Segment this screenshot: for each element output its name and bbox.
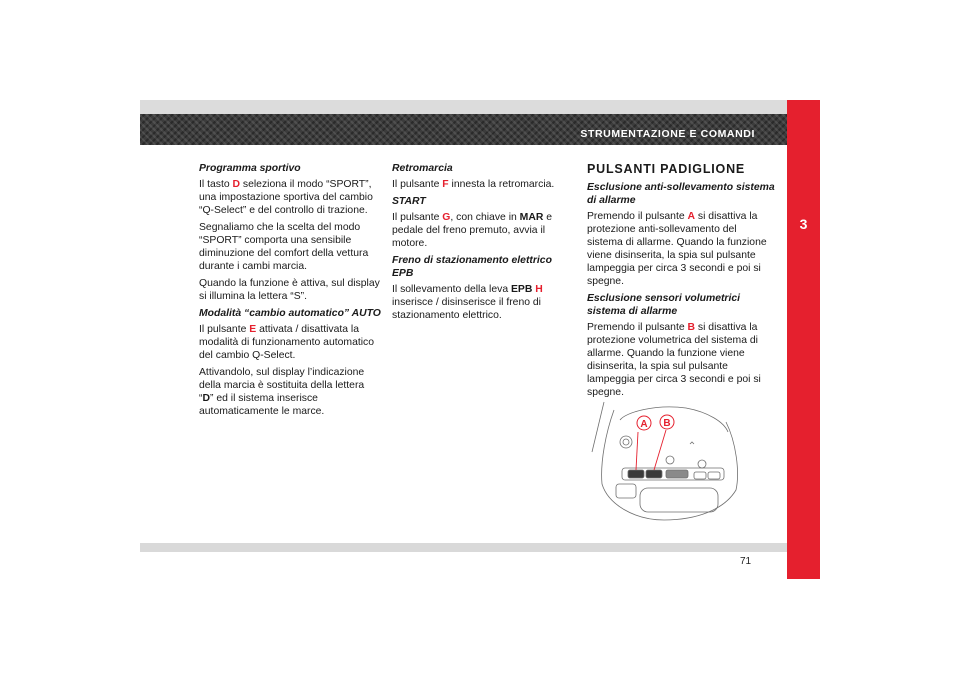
callout-b-label: B <box>663 418 671 429</box>
subheading-anti-sollevamento: Esclusione anti-sollevamento sistema di allarme <box>587 182 775 206</box>
text: , con chiave in <box>450 212 520 223</box>
text: Il tasto <box>199 179 233 190</box>
paragraph <box>199 323 381 362</box>
letter-d: D <box>202 393 210 404</box>
button-a <box>628 470 644 478</box>
text: e pedale del freno premuto, avvia il motore. <box>392 212 553 249</box>
section-title-pulsanti-padiglione: PULSANTI PADIGLIONE <box>587 162 746 176</box>
mar-label: MAR <box>519 212 544 223</box>
key-label-a: A <box>687 211 696 222</box>
paragraph: Segnaliamo che la scelta del modo “SPORT” comporta una sensibile diminuzione del comfort della vettura durante i cambi marcia. <box>199 222 369 272</box>
key-label-g: G <box>442 212 451 223</box>
key-label-e: E <box>249 324 257 335</box>
sensor-circle <box>620 436 632 448</box>
column-2 <box>392 162 567 326</box>
text: Attivandolo, sul display l’indicazione della marcia è sostituita della lettera “ <box>199 367 365 404</box>
windshield-line <box>592 402 604 452</box>
subheading-cambio-automatico: Modalità “cambio automatico” AUTO <box>199 308 381 319</box>
text: Premendo il pulsante <box>587 322 688 333</box>
key-label-d: D <box>232 179 241 190</box>
key-label-b: B <box>687 322 696 333</box>
chapter-number: 3 <box>799 216 808 232</box>
text: Il pulsante <box>392 212 443 223</box>
text: ” ed il sistema inserisce automaticamente le marce. <box>199 393 325 417</box>
paragraph <box>392 211 567 250</box>
text: seleziona il modo “SPORT”, una impostazione sportiva del cambio “Q-Select” e del controllo di trazione. <box>199 179 373 216</box>
page-number: 71 <box>740 556 752 567</box>
speaker-grille <box>666 470 688 478</box>
text: si disattiva la protezione volumetrica del sistema di allarme. Quando la funzione viene disinserita, la spia sul pulsante lampeggia per circa 3 secondi e poi si spegne. <box>587 322 761 398</box>
section-header-title: STRUMENTAZIONE E COMANDI <box>580 128 755 140</box>
paragraph <box>392 178 567 191</box>
text: Premendo il pulsante <box>587 211 688 222</box>
microphone-mark <box>690 442 694 444</box>
paragraph: Quando la funzione è attiva, sul display si illumina la lettera “S”. <box>199 278 380 302</box>
text: inserisce / disinserisce il freno di stazionamento elettrico. <box>392 297 541 321</box>
text: innesta la retromarcia. <box>448 179 555 190</box>
chapter-side-tab <box>787 100 820 579</box>
subheading-programma-sportivo: Programma sportivo <box>199 163 301 174</box>
text: Il pulsante <box>392 179 443 190</box>
key-label-h: H <box>535 284 543 295</box>
header-top-strip <box>140 100 787 114</box>
paragraph <box>587 210 775 288</box>
subheading-sensori-volumetrici: Esclusione sensori volumetrici sistema di allarme <box>587 293 741 317</box>
callout-a-label: A <box>640 419 648 430</box>
button-b <box>646 470 662 478</box>
pointer-b <box>654 430 666 470</box>
subheading-start: START <box>392 196 426 207</box>
text: si disattiva la protezione anti-sollevamento del sistema di allarme. Quando la funzione viene disinserita, la spia sul pulsante lampeggia per circa 3 secondi e poi si spegne. <box>587 211 767 287</box>
column-1 <box>199 162 381 422</box>
knob <box>666 456 674 464</box>
subheading-retromarcia: Retromarcia <box>392 163 453 174</box>
text: Il pulsante <box>199 324 250 335</box>
text: attivata / disattivata la modalità di funzionamento automatico del cambio Q-Select. <box>199 324 375 361</box>
key-label-f: F <box>442 179 449 190</box>
sunglass-holder <box>640 488 718 512</box>
paragraph <box>199 366 381 418</box>
paragraph <box>587 321 775 399</box>
pointer-a <box>636 432 638 470</box>
lamp-left <box>616 484 636 498</box>
footer-band <box>140 543 787 552</box>
column-3 <box>587 163 775 403</box>
text: Il sollevamento della leva <box>392 284 511 295</box>
paragraph <box>392 283 567 322</box>
subheading-freno-epb: Freno di stazionamento elettrico EPB <box>392 255 552 279</box>
roof-console-illustration <box>586 392 746 532</box>
paragraph <box>199 178 381 217</box>
epb-label: EPB <box>510 284 533 295</box>
